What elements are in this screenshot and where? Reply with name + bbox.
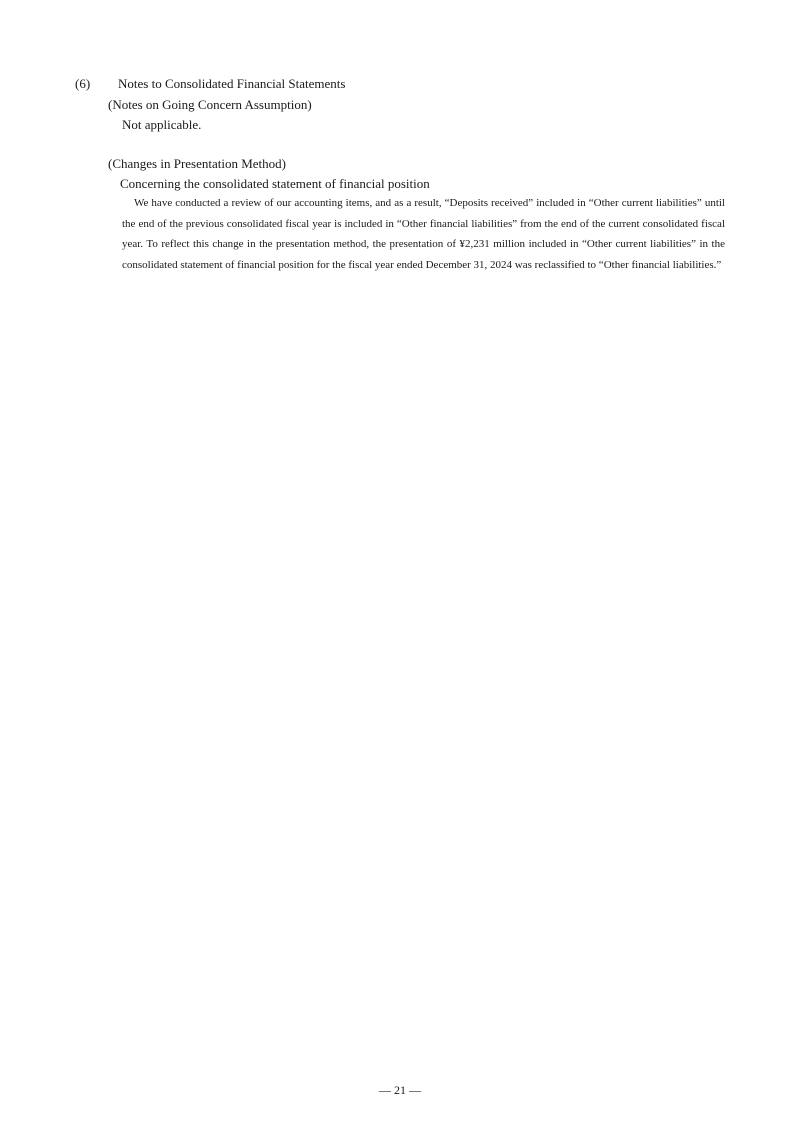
- section-heading: [75, 75, 345, 93]
- section-number: (6): [75, 76, 91, 91]
- statement-subheading: Concerning the consolidated statement of financial position: [120, 176, 430, 191]
- presentation-change-paragraph: We have conducted a review of our accounting items, and as a result, “Deposits received” included in “Other current liabilities” until the end of the previous consolidated fiscal year is included in “Other financial liabilities” from the end of the current consolidated fiscal year. To reflect this change in the presentation method, the presentation of ¥2,231 million included in “Other current liabilities” in the consolidated statement of financial position for the fiscal year ended December 31, 2024 was reclassified to “Other financial liabilities.”: [122, 197, 725, 271]
- going-concern-text: Not applicable.: [122, 117, 202, 132]
- section-title: Notes to Consolidated Financial Statements: [118, 76, 346, 91]
- going-concern-heading: (Notes on Going Concern Assumption): [108, 97, 312, 112]
- presentation-change-heading: (Changes in Presentation Method): [108, 156, 286, 171]
- page-number: — 21 —: [379, 1083, 421, 1097]
